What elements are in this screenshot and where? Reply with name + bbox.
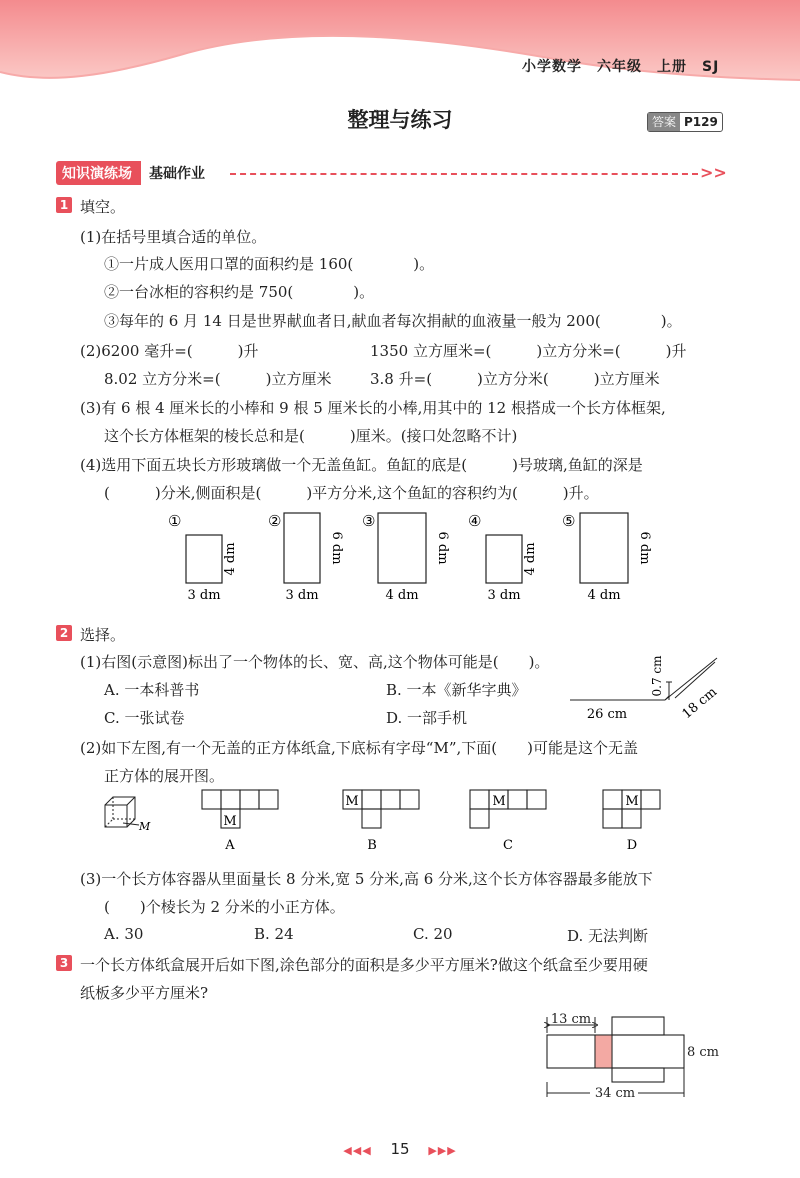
answer-reference	[647, 112, 723, 132]
answer-page: P129	[684, 115, 718, 129]
glass-2-height: 6 dm	[329, 531, 344, 565]
next-arrows-icon: ▶▶▶	[428, 1144, 457, 1157]
net-c-letter: M	[492, 794, 506, 809]
q2-stem: 选择。	[80, 626, 126, 644]
box-net-figure	[535, 1005, 735, 1105]
net-a-label: A	[225, 838, 235, 853]
q2-part3-a: (3)一个长方体容器从里面量长 8 分米,宽 5 分米,高 6 分米,这个长方体容器最多能放下	[80, 870, 653, 888]
glass-5-height: 6 dm	[637, 531, 652, 565]
q2-part2-b: 正方体的展开图。	[104, 767, 225, 785]
q2-part1-option-d: D. 一部手机	[386, 709, 468, 727]
glass-piece-2	[268, 512, 344, 603]
q1-part1-c: ③每年的 6 月 14 日是世界献血者日,献血者每次捐献的血液量一般为 200( )。	[104, 312, 682, 330]
prev-arrows-icon: ◀◀◀	[343, 1144, 372, 1157]
section-subtitle: 基础作业	[138, 161, 213, 185]
glass-3-width: 4 dm	[385, 588, 419, 603]
glass-piece-1	[168, 512, 238, 603]
q1-part2-d: 3.8 升=( )立方分米( )立方厘米	[370, 370, 660, 388]
object-width-label: 18 cm	[679, 684, 721, 723]
q1-part1-b: ②一台冰柜的容积约是 750( )。	[104, 283, 375, 301]
q2-part1-option-b: B. 一本《新华字典》	[386, 681, 527, 699]
dim-bottom-label: 34 cm	[594, 1086, 636, 1101]
glass-1-number: ①	[168, 512, 182, 530]
q2-part3-option-d: D. 无法判断	[567, 927, 649, 945]
q1-part2-a: (2)6200 毫升=( )升	[80, 342, 259, 360]
net-a	[202, 790, 278, 828]
q1-part3-a: (3)有 6 根 4 厘米长的小棒和 9 根 5 厘米长的小棒,用其中的 12 根搭成一个长方体框架,	[80, 399, 666, 417]
net-d-letter: M	[625, 794, 639, 809]
q2-part1-option-c: C. 一张试卷	[104, 709, 185, 727]
glass-5-width: 4 dm	[587, 588, 621, 603]
q2-part3-option-c: C. 20	[413, 925, 453, 943]
open-cube-icon	[105, 797, 151, 833]
glass-pieces-figure	[150, 510, 650, 610]
section-divider	[230, 173, 698, 175]
page-number: 15	[390, 1140, 410, 1158]
q2-part3-option-b: B. 24	[254, 925, 294, 943]
q2-part1: (1)右图(示意图)标出了一个物体的长、宽、高,这个物体可能是( )。	[80, 653, 550, 671]
q1-part4-a: (4)选用下面五块长方形玻璃做一个无盖鱼缸。鱼缸的底是( )号玻璃,鱼缸的深是	[80, 456, 643, 474]
q1-part1: (1)在括号里填合适的单位。	[80, 228, 267, 246]
header-subject: 小学数学 六年级 上册 SJ	[522, 59, 720, 75]
net-a-letter: M	[223, 814, 237, 829]
q1-part2-c: 8.02 立方分米=( )立方厘米	[104, 370, 332, 388]
net-d-label: D	[626, 838, 638, 853]
object-length-label: 26 cm	[586, 707, 628, 722]
page-title: 整理与练习	[347, 108, 453, 132]
q2-part1-option-a: A. 一本科普书	[104, 681, 200, 699]
cube-letter: M	[139, 820, 151, 833]
dim-right-label: 8 cm	[687, 1045, 720, 1060]
object-dimension-figure	[565, 648, 740, 728]
glass-1-width: 3 dm	[187, 588, 221, 603]
cube-nets-figure	[95, 785, 695, 855]
question-number-3: 3	[56, 955, 72, 971]
question-number-2: 2	[56, 625, 72, 641]
section-tag: 知识演练场	[56, 161, 138, 185]
question-number-1: 1	[56, 197, 72, 213]
q2-part2-a: (2)如下左图,有一个无盖的正方体纸盒,下底标有字母“M”,下面( )可能是这个无盖	[80, 739, 638, 757]
net-c	[470, 790, 546, 828]
page-footer	[0, 1140, 800, 1158]
q3-line2: 纸板多少平方厘米?	[80, 984, 209, 1002]
q1-part1-a: ①一片成人医用口罩的面积约是 160( )。	[104, 255, 435, 273]
object-height-label: 0.7 cm	[650, 655, 664, 697]
q1-part3-b: 这个长方体框架的棱长总和是( )厘米。(接口处忽略不计)	[104, 427, 518, 445]
glass-piece-3	[362, 512, 450, 603]
glass-piece-4	[468, 512, 538, 603]
net-b-letter: M	[345, 794, 359, 809]
glass-3-height: 6 dm	[435, 531, 450, 565]
answer-label: 答案	[648, 113, 680, 131]
q3-line1: 一个长方体纸盒展开后如下图,涂色部分的面积是多少平方厘米?做这个纸盒至少要用硬	[80, 956, 648, 974]
glass-3-number: ③	[362, 512, 376, 530]
glass-4-number: ④	[468, 512, 482, 530]
net-b-label: B	[367, 838, 377, 853]
section-header	[56, 161, 213, 185]
header-banner	[0, 0, 800, 95]
q1-stem: 填空。	[80, 198, 126, 216]
glass-4-width: 3 dm	[487, 588, 521, 603]
glass-4-height: 4 dm	[523, 542, 538, 576]
section-arrow-icon: >>	[700, 163, 727, 182]
glass-5-number: ⑤	[562, 512, 576, 530]
glass-1-height: 4 dm	[223, 542, 238, 576]
glass-piece-5	[562, 512, 652, 603]
shaded-face	[595, 1035, 612, 1068]
dim-top-label: 13 cm	[550, 1012, 592, 1027]
q1-part4-b: ( )分米,侧面积是( )平方分米,这个鱼缸的容积约为( )升。	[104, 484, 599, 502]
q2-part3-b: ( )个棱长为 2 分米的小正方体。	[104, 898, 345, 916]
glass-2-width: 3 dm	[285, 588, 319, 603]
q2-part3-option-a: A. 30	[104, 925, 144, 943]
glass-2-number: ②	[268, 512, 282, 530]
q1-part2-b: 1350 立方厘米=( )立方分米=( )升	[370, 342, 687, 360]
net-c-label: C	[503, 838, 513, 853]
